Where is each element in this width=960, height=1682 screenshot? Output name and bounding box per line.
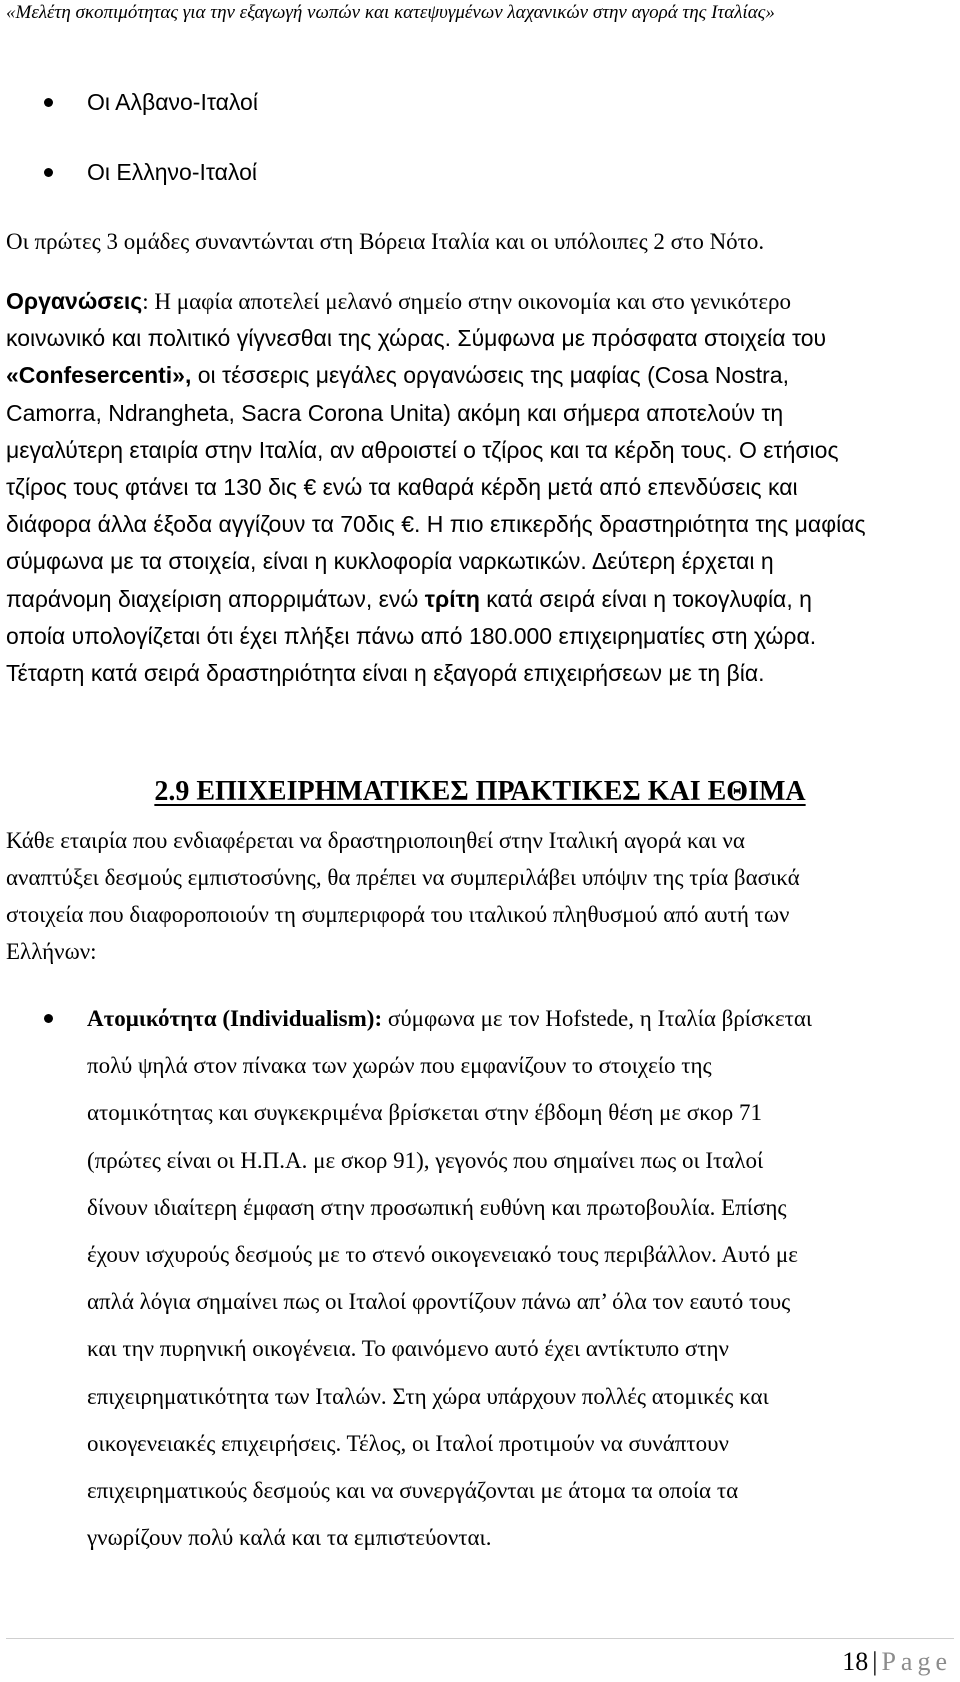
paragraph-line: Camorra, Ndrangheta, Sacra Corona Unita) ακόμη και σήμερα αποτελούν τη [6,399,784,426]
running-header: «Μελέτη σκοπιμότητας για την εξαγωγή νωπών και κατεψυγμένων λαχανικών στην αγορά της Ιταλίας» [6,2,775,23]
paragraph-line: στοιχεία που διαφοροποιούν τη συμπεριφορά του ιταλικού πληθυσμού από αυτή των [6,902,790,927]
page-label: Page [881,1647,952,1676]
bullet-icon [44,1014,53,1023]
paragraph-line: Τέταρτη κατά σειρά δραστηριότητα είναι η εξαγορά επιχειρήσεων με τη βία. [6,660,765,687]
footer-separator: | [872,1647,878,1676]
paragraph-line: και την πυρηνική οικογένεια. Το φαινόμενο αυτό έχει αντίκτυπο στην [87,1336,729,1362]
page-footer [842,1646,952,1678]
paragraph-line: δίνουν ιδιαίτερη έμφαση στην προσωπική ευθύνη και πρωτοβουλία. Επίσης [87,1194,787,1220]
emphasis-third: τρίτη [424,585,480,612]
paragraph-line: κοινωνικό και πολιτικό γίγνεσθαι της χώρας. Σύμφωνα με πρόσφατα στοιχεία του [6,325,827,352]
paragraph-line: πολύ ψηλά στον πίνακα των χωρών που εμφανίζουν το στοιχείο της [87,1053,712,1079]
list-item-text: Οι Αλβανο-Ιταλοί [87,89,258,115]
paragraph-line: οποία υπολογίζεται ότι έχει πλήξει πάνω από 180.000 επιχειρηματίες στη χώρα. [6,622,817,649]
paragraph-line: παράνομη διαχείριση απορριμάτων, ενώ τρίτη κατά σειρά είναι η τοκογλυφία, η [6,585,812,612]
list-item-text: Οι Ελληνο-Ιταλοί [87,159,257,185]
bullet-icon [44,168,53,177]
organizations-label: Οργανώσεις [6,288,143,314]
individualism-label: Ατομικότητα (Individualism): [87,1006,383,1031]
paragraph-line: γνωρίζουν πολύ καλά και τα εμπιστεύονται. [87,1525,492,1551]
paragraph-line: τζίρος τους φτάνει τα 130 δις € ενώ τα καθαρά κέρδη μετά από επενδύσεις και [6,474,798,501]
paragraph-line: Ελλήνων: [6,939,97,964]
individualism-text [87,995,812,1561]
paragraph-line: Οργανώσεις: Η μαφία αποτελεί μελανό σημείο στην οικονομία και στο γενικότερο [6,288,791,314]
page-number: 18 [842,1647,869,1676]
paragraph-line: έχουν ισχυρούς δεσμούς με το στενό οικογενειακό τους περιβάλλον. Αυτό με [87,1242,798,1268]
paragraph-line: (πρώτες είναι οι Η.Π.Α. με σκορ 91), γεγονός που σημαίνει πως οι Ιταλοί [87,1147,764,1173]
paragraph-line: Ατομικότητα (Individualism): σύμφωνα με τον Hofstede, η Ιταλία βρίσκεται [87,1006,813,1031]
paragraph-line: ατομικότητας και συγκεκριμένα βρίσκεται στην έβδομη θέση με σκορ 71 [87,1100,763,1126]
paragraph-line: Κάθε εταιρία που ενδιαφέρεται να δραστηριοποιηθεί στην Ιταλική αγορά και να [6,828,745,853]
paragraph-line: επιχειρηματικότητα των Ιταλών. Στη χώρα υπάρχουν πολλές ατομικές και [87,1383,769,1409]
paragraph-line: οικογενειακές επιχειρήσεις. Τέλος, οι Ιταλοί προτιμούν να συνάπτουν [87,1430,729,1456]
paragraph-line: σύμφωνα με τα στοιχεία, είναι η κυκλοφορία ναρκωτικών. Δεύτερη έρχεται η [6,548,774,575]
paragraph-line: απλά λόγια σημαίνει πως οι Ιταλοί φροντίζουν πάνω απ’ όλα τον εαυτό τους [87,1289,791,1315]
paragraph-line: «Confesercenti», οι τέσσερις μεγάλες οργανώσεις της μαφίας (Cosa Nostra, [6,362,789,389]
bullet-icon [44,98,53,107]
paragraph-line: αναπτύξει δεσμούς εμπιστοσύνης, θα πρέπει να συμπεριλάβει υπόψιν της τρία βασικά [6,865,800,890]
paragraph-line: επιχειρηματικούς δεσμούς και να συνεργάζονται με άτομα τα οποία τα [87,1478,739,1504]
paragraph-line: διάφορα άλλα έξοδα αγγίζουν τα 70δις €. Η πιο επικερδής δραστηριότητα της μαφίας [6,511,866,538]
footer-divider [6,1638,954,1639]
paragraph-line: Οι πρώτες 3 ομάδες συναντώνται στη Βόρεια Ιταλία και οι υπόλοιπες 2 στο Νότο. [6,229,765,254]
section-heading: 2.9 ΕΠΙΧΕΙΡΗΜΑΤΙΚΕΣ ΠΡΑΚΤΙΚΕΣ ΚΑΙ ΕΘΙΜΑ [154,776,806,807]
paragraph-line: μεγαλύτερη εταιρία στην Ιταλία, αν αθροιστεί ο τζίρος και τα κέρδη τους. Ο ετήσιος [6,436,839,463]
paragraph-intro [6,822,954,970]
confesercenti-label: «Confesercenti», [6,362,192,389]
paragraph-organizations [6,283,954,692]
paragraph-groups [6,227,954,257]
